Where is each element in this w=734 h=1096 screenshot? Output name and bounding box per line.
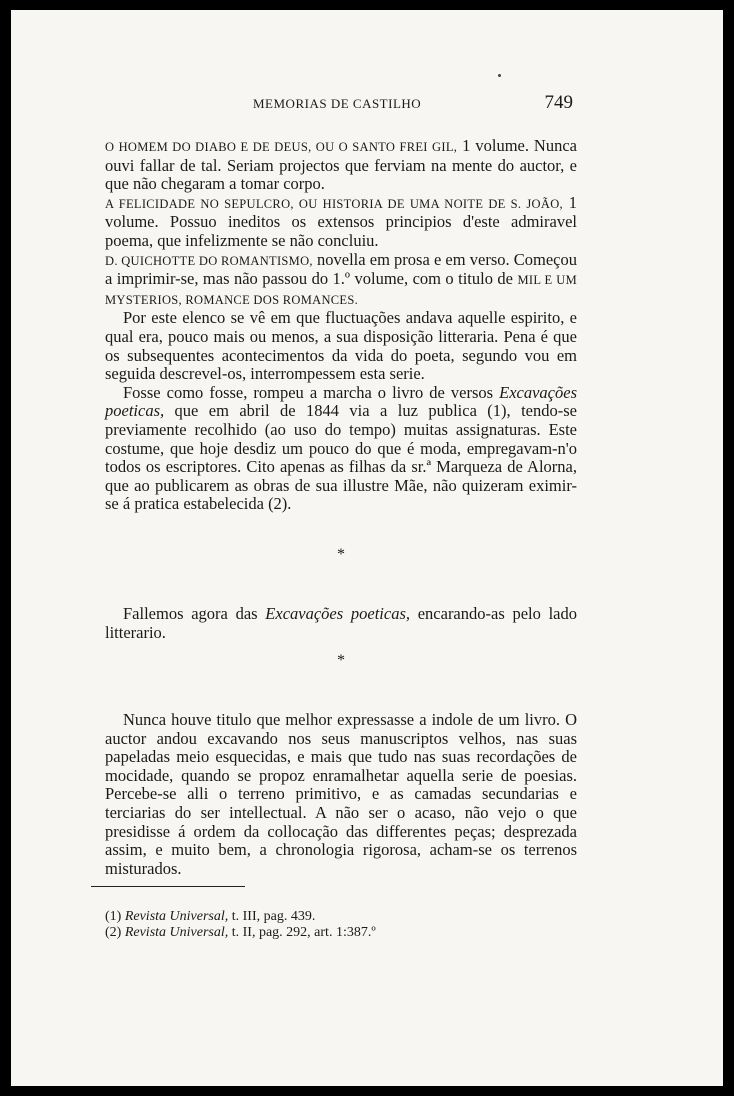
italic-title: Excavações poeticas,: [105, 382, 577, 421]
paragraph-homem-do-diabo: [105, 137, 577, 194]
footnotes: [105, 909, 525, 941]
paragraph-elenco: Por este elenco se vê em que fluctuações andava aquelle espirito, e qual era, pouco mais ou menos, a sua disposição litteraria. Pena é que os subsequentes acontecimentos da vida do poeta, segundo vou em seguida descrevel-os, interrompessem esta serie.: [105, 308, 577, 384]
paragraph-text: Fallemos agora das: [123, 604, 266, 623]
paragraph-text: Fosse como fosse, rompeu a marcha o livro de versos: [123, 382, 500, 402]
paragraph-text: novella em prosa e em verso. Começou a imprimir-se, mas não passou do 1.º volume, com o titulo de: [105, 249, 578, 289]
footnote-1: [105, 909, 525, 925]
ink-speck: [498, 74, 501, 77]
page-number: 749: [544, 92, 573, 113]
italic-title: Excavações poeticas,: [265, 604, 410, 623]
footnote-rule: [91, 886, 245, 887]
title-smallcaps-2: MIL E UM MYSTERIOS, ROMANCE DOS ROMANCES.: [105, 273, 577, 307]
main-text: [105, 137, 577, 514]
paragraph-text: encarando-as pelo lado litterario.: [105, 604, 577, 642]
section-break-2: [105, 652, 577, 672]
footnote-text: t. II, pag. 292, art. 1:387.º: [228, 925, 376, 940]
asterisk-divider: *: [337, 546, 345, 563]
paragraph-felicidade: [105, 194, 577, 251]
paragraph-nunca: Nunca houve titulo que melhor expressasse a indole de um livro. O auctor andou excavando nos seus manuscriptos velhos, nas suas papeladas meio esquecidas, e mais que tudo nas suas recordações de mocidade, quando se propoz enramalhetar aquella serie de poesias. Percebe-se alli o terreno primitivo, e as camadas secundarias e terciarias do ser intellectual. A não ser o acaso, não vejo o que presidisse á ordem da collocação das differentes peças; desprezada assim, e muito bem, a chronologia rigorosa, acham-se os terrenos misturados.: [105, 710, 577, 878]
paragraph-fallemos: [105, 605, 577, 642]
footnote-source: Revista Universal,: [124, 925, 229, 940]
title-smallcaps: D. QUICHOTTE DO ROMANTISMO,: [105, 253, 313, 268]
footnote-mark: (2): [105, 925, 122, 940]
section-break-1: [105, 546, 577, 566]
paragraph-text: que em abril de 1844 via a luz publica (1), tendo-se previamente recolhido (ao uso do tempo) muitas assignaturas. Este costume, que hoje desdiz um pouco do que é moda, empregavam-n'o todos os escriptores. Cito apenas as filhas da sr.ª Marqueza de Alorna, que ao publicarem as obras de sua illustre Mãe, não quizeram eximir-se á pratica estabelecida (2).: [105, 401, 577, 514]
title-smallcaps: A FELICIDADE NO SEPULCRO, OU HISTORIA DE UMA NOITE DE S. JOÃO,: [105, 196, 563, 211]
footnote-2: [105, 925, 525, 941]
paragraph-text: 1 volume. Nunca ouvi fallar de tal. Seriam projectos que ferviam na mente do auctor, e que não chegaram a tomar corpo.: [105, 136, 577, 194]
fallemos-block: [105, 605, 577, 642]
paragraph-fosse: [105, 384, 577, 514]
running-title: MEMORIAS DE CASTILHO: [253, 96, 422, 111]
footnote-text: t. III, pag. 439.: [228, 909, 316, 924]
title-smallcaps: O HOMEM DO DIABO E DE DEUS, OU O SANTO FREI GIL,: [105, 140, 458, 154]
paragraph-text: 1 volume. Possuo ineditos os extensos principios d'este admiravel poema, que infelizmente se não concluiu.: [105, 192, 577, 250]
footnote-source: Revista Universal,: [124, 909, 229, 924]
book-page: [11, 10, 723, 1086]
footnote-mark: (1): [105, 909, 122, 924]
asterisk-divider: *: [337, 652, 345, 669]
paragraph-quichotte: [105, 251, 577, 310]
nunca-block: [105, 711, 577, 878]
page-header: [105, 92, 573, 116]
